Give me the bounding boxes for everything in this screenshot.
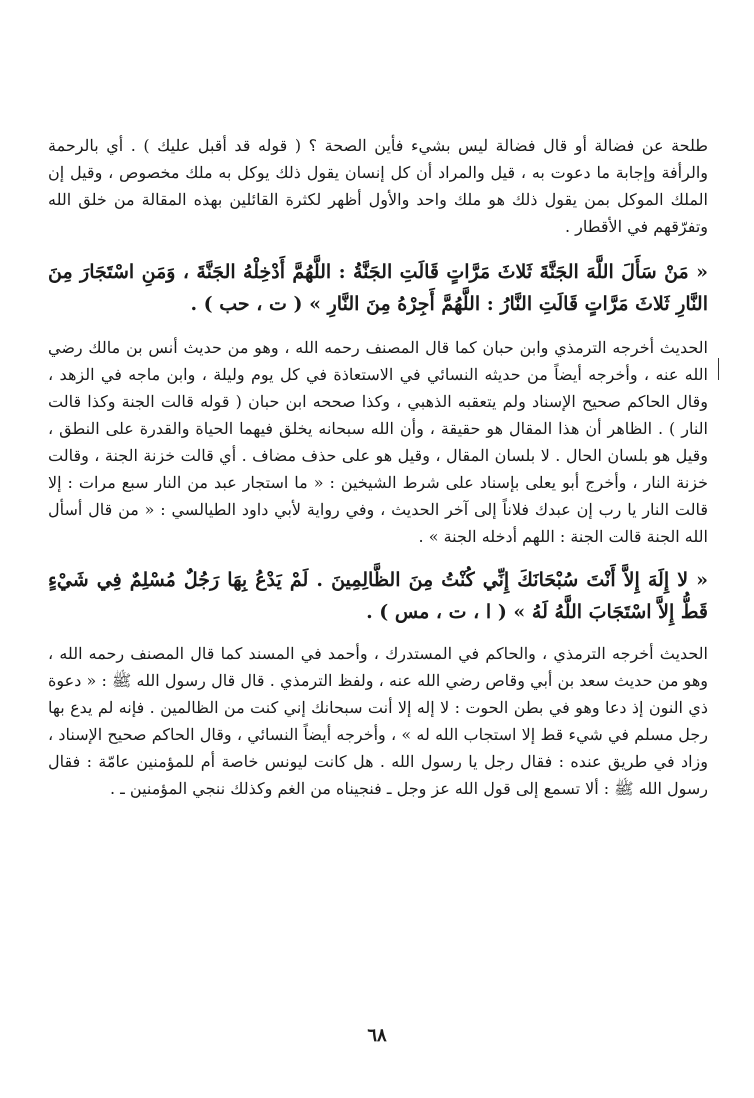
page-number: ٦٨ <box>367 1025 387 1046</box>
hadith-text: « لا إِلَهَ إِلاَّ أَنْتَ سُبْحَانَكَ إِنِّي كُنْتُ مِنَ الظَّالِمِينَ . لَمْ يَدْعُ بِهَا رَجُلٌ مُسْلِمٌ فِي شَيْءٍ قَطُّ إِلاَّ اسْتَجَابَ اللَّهُ لَهُ » ( ا ، ت ، مس ) . <box>48 569 708 623</box>
commentary-paragraph: طلحة عن فضالة أو قال فضالة ليس بشيء فأين الصحة ؟ ( قوله قد أقبل عليك ) . أي بالرحمة والرأفة وإجابة ما دعوت به ، قيل والمراد أن كل إنسان يقول ذلك يوكل به ملك مخصوص ، وقيل إن الملك الموكل بمن يقول ذلك هو ملك واحد والأول أظهر لكثرة القائلين بهذه المقالة من خلق الله وتفرّقهم في الأقطار . <box>48 136 709 236</box>
hadith-text: « مَنْ سَأَلَ اللَّهَ الجَنَّةَ ثَلاثَ مَرَّاتٍ قَالَتِ الجَنَّةُ : اللَّهُمَّ أَدْخِلْهُ الجَنَّةَ ، وَمَنِ اسْتَجَارَ مِنَ النَّارِ ثَلاثَ مَرَّاتٍ قَالَتِ النَّارُ : اللَّهُمَّ أَجِرْهُ مِنَ النَّارِ » ( ت ، حب ) . <box>48 261 708 315</box>
commentary-paragraph: الحديث أخرجه الترمذي وابن حبان كما قال المصنف رحمه الله ، وهو من حديث أنس بن مالك رضي الله عنه ، وأخرجه أيضاً من حديثه النسائي في الاستعاذة في كل يوم وليلة ، وابن ماجه في الزهد ، وقال الحاكم صحيح الإسناد ولم يتعقبه الذهبي ، وكذا صححه ابن حبان ( قوله قالت الجنة وكذا قالت النار ) . الظاهر أن هذا المقال هو حقيقة ، وأن الله سبحانه يخلق فيهما الحياة والقدرة على النطق ، وقيل هو بلسان الحال . لا بلسان المقال ، وقيل هو على حذف مضاف . أي قالت خزنة الجنة ، وقالت خزنة النار ، وأخرج أبو يعلى بإسناد على شرط الشيخين : « ما استجار عبد من النار سبع مرات : إلا قالت النار يا رب إن عبدك فلاناً إلى آخر الحديث ، وفي رواية لأبي داود الطيالسي : « من قال أسأل الله الجنة قالت الجنة : اللهم أدخله الجنة » . <box>48 338 709 546</box>
commentary-paragraph: الحديث أخرجه الترمذي ، والحاكم في المستدرك ، وأحمد في المسند كما قال المصنف رحمه الله ، وهو من حديث سعد بن أبي وقاص رضي الله عنه ، ولفظ الترمذي . قال قال رسول الله ﷺ : « دعوة ذي النون إذ دعا وهو في بطن الحوت : لا إله إلا أنت سبحانك إني كنت من الظالمين . فإنه لم يدع بها رجل مسلم في شيء قط إلا استجاب الله له » ، وأخرجه أيضاً النسائي ، وقال الحاكم صحيح الإسناد ، وزاد في طريق عنده : فقال رجل يا رسول الله . هل كانت ليونس خاصة أم للمؤمنين عامّة : فقال رسول الله ﷺ : ألا تسمع إلى قول الله عز وجل ـ فنجيناه من الغم وكذلك ننجي المؤمنين ـ . <box>48 644 709 798</box>
document-body <box>48 132 708 802</box>
margin-mark <box>718 358 719 380</box>
